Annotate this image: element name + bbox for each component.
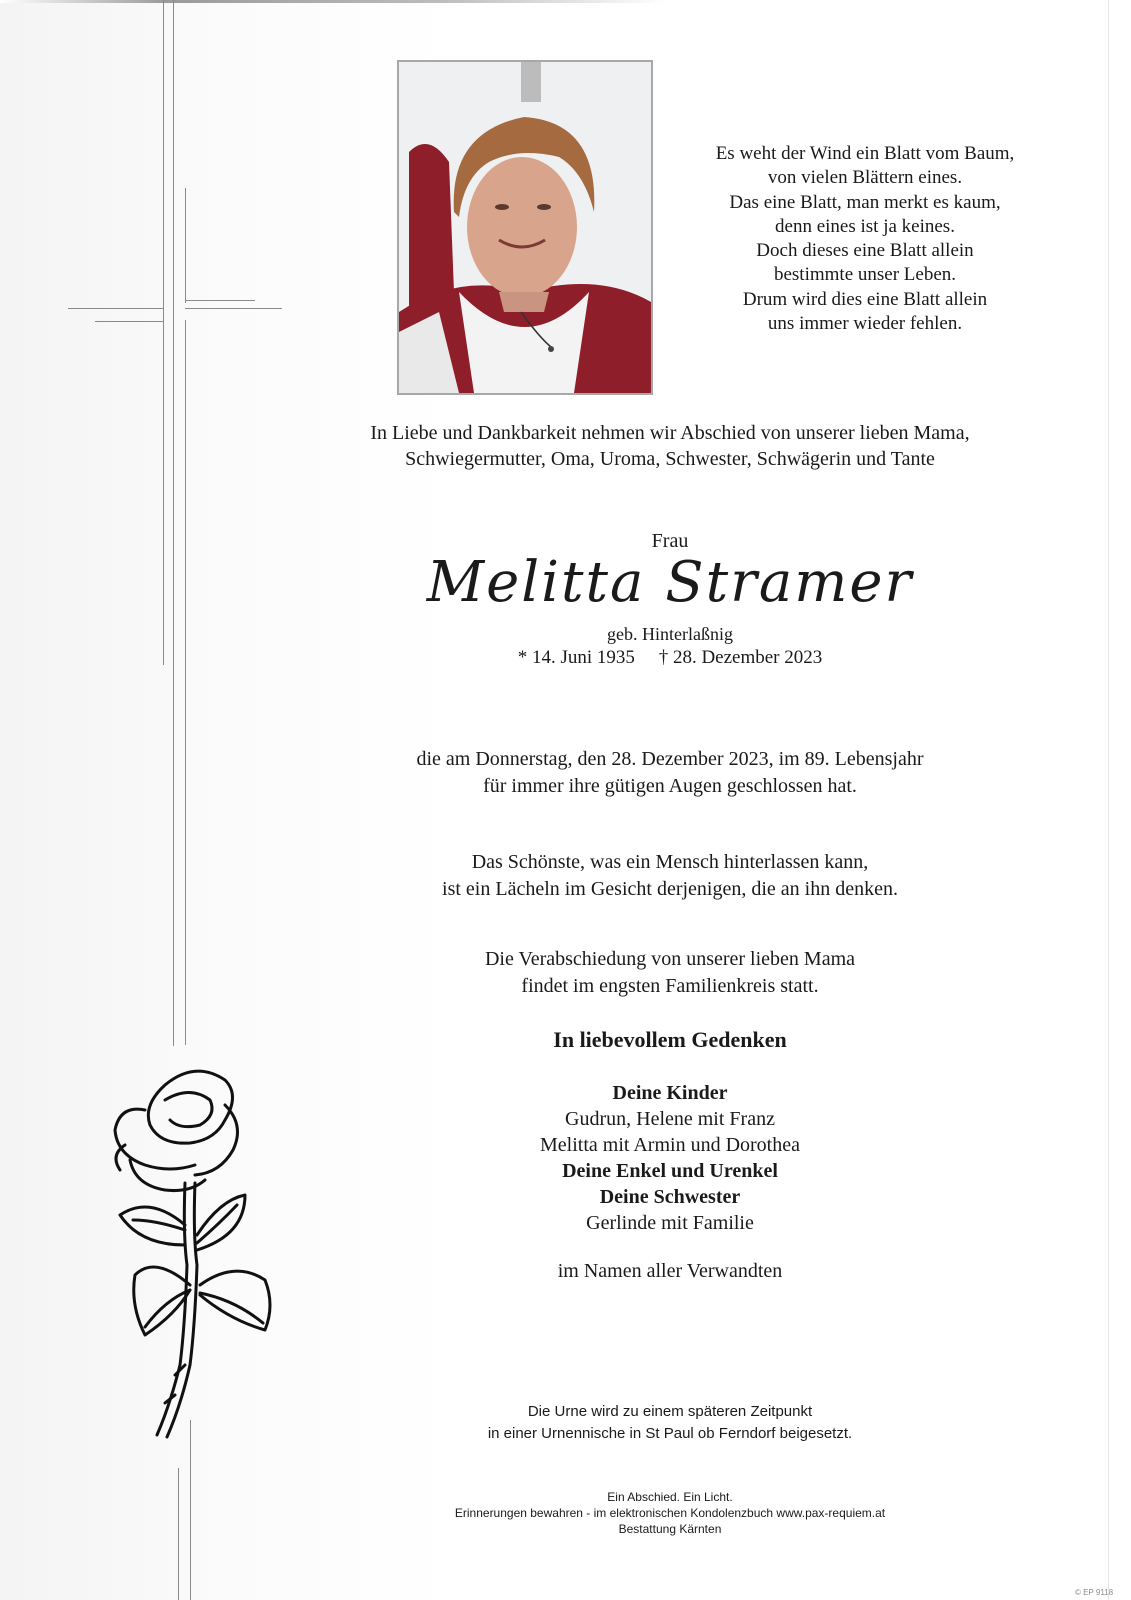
children-line: Gudrun, Helene mit Franz — [565, 1108, 775, 1130]
intro-line: Schwiegermutter, Oma, Uroma, Schwester, Schwägerin und Tante — [405, 448, 935, 470]
poem-line: Das eine Blatt, man merkt es kaum, — [729, 191, 1001, 213]
poem-line: bestimmte unser Leben. — [773, 264, 957, 286]
passing-line: die am Donnerstag, den 28. Dezember 2023, im 89. Lebensjahr — [416, 748, 924, 770]
footer-line: Erinnerungen bewahren - im elektronischen Kondolenzbuch www.pax-requiem.at — [454, 1506, 886, 1520]
poem-line: Doch dieses eine Blatt allein — [756, 240, 974, 262]
scan-top-edge — [0, 0, 1108, 3]
intro-text — [300, 420, 1040, 472]
birth-name: geb. Hinterlaßnig — [607, 624, 733, 644]
passing-line: für immer ihre gütigen Augen geschlossen hat. — [483, 775, 857, 797]
children-heading: Deine Kinder — [612, 1082, 728, 1104]
portrait-illustration — [399, 62, 651, 393]
urn-line: in einer Urnennische in St Paul ob Ferndorf beigesetzt. — [487, 1425, 853, 1442]
poem-line: uns immer wieder fehlen. — [767, 313, 963, 335]
farewell-text — [330, 946, 1010, 1000]
sister-heading: Deine Schwester — [599, 1186, 741, 1208]
grandchildren-heading: Deine Enkel und Urenkel — [562, 1160, 778, 1182]
poem-line: denn eines ist ja keines. — [775, 215, 955, 237]
poem-line: Es weht der Wind ein Blatt vom Baum, — [715, 143, 1015, 164]
death-date: † 28. Dezember 2023 — [658, 647, 823, 668]
poem-line: Drum wird dies eine Blatt allein — [742, 288, 988, 310]
poem-line: von vielen Blättern eines. — [767, 167, 963, 189]
portrait-photo — [397, 60, 653, 395]
rose-icon — [105, 1065, 290, 1455]
urn-line: Die Urne wird zu einem späteren Zeitpunkt — [527, 1403, 813, 1420]
footer-line: Ein Abschied. Ein Licht. — [607, 1490, 733, 1504]
family-list — [330, 1080, 1010, 1236]
memorial-heading: In liebevollem Gedenken — [553, 1027, 787, 1052]
farewell-line: Die Verabschiedung von unserer lieben Mama — [484, 948, 856, 970]
quote-text — [330, 849, 1010, 903]
footer-line: Bestattung Kärnten — [618, 1522, 722, 1536]
birth-date: * 14. Juni 1935 — [517, 647, 635, 668]
quote-line: ist ein Lächeln im Gesicht derjenigen, die an ihn denken. — [442, 878, 898, 900]
passing-text — [330, 746, 1010, 800]
scan-edge — [1108, 0, 1131, 1600]
salutation: Frau — [651, 530, 689, 552]
closing-text: im Namen aller Verwandten — [557, 1260, 783, 1282]
deceased-name: Melitta Stramer — [426, 550, 914, 615]
print-code: © EP 9118 — [1075, 1588, 1114, 1597]
intro-line: In Liebe und Dankbarkeit nehmen wir Abschied von unserer lieben Mama, — [370, 422, 970, 444]
life-dates — [450, 647, 890, 669]
poem — [680, 142, 1050, 336]
children-line: Melitta mit Armin und Dorothea — [540, 1134, 800, 1156]
sister-line: Gerlinde mit Familie — [586, 1212, 754, 1234]
urn-text — [330, 1401, 1010, 1445]
farewell-line: findet im engsten Familienkreis statt. — [521, 975, 819, 997]
footer — [330, 1489, 1010, 1537]
quote-line: Das Schönste, was ein Mensch hinterlassen kann, — [471, 851, 869, 873]
